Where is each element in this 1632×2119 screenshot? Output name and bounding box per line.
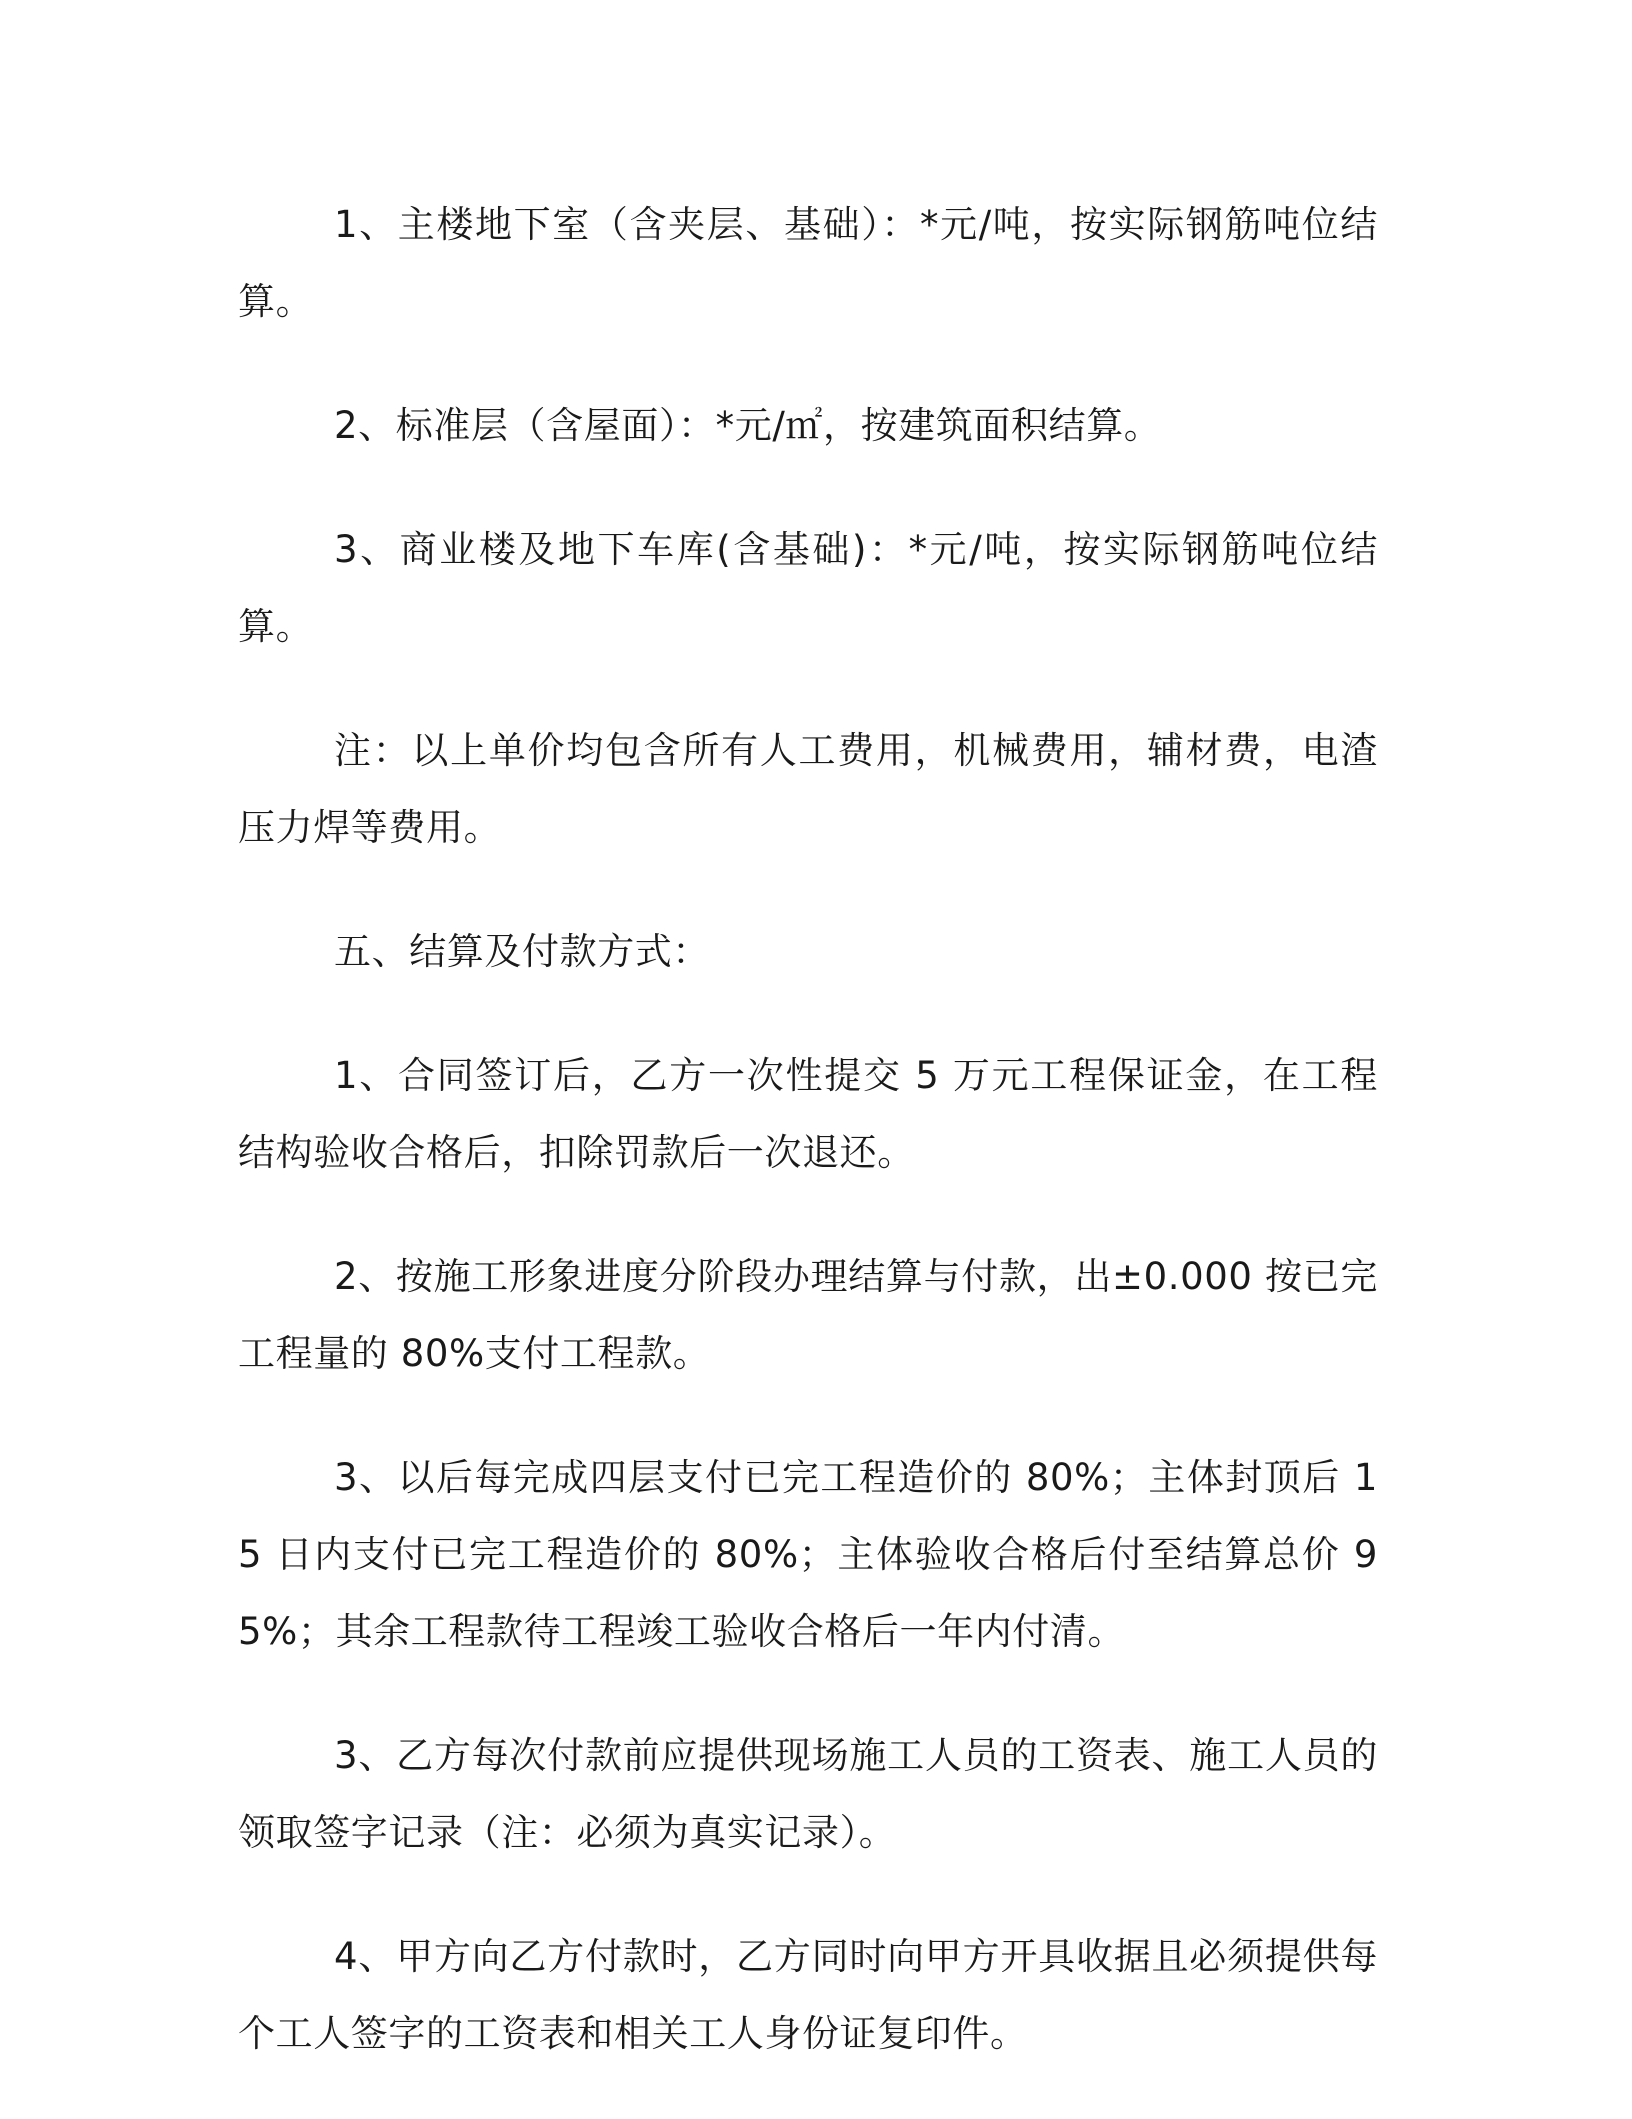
clause-commercial-garage: 3、商业楼及地下车库(含基础)：*元/吨，按实际钢筋吨位结算。 <box>238 528 1378 648</box>
section-heading-settlement: 五、结算及付款方式： <box>334 930 710 973</box>
clause-main-building-basement: 1、主楼地下室（含夹层、基础）：*元/吨，按实际钢筋吨位结算。 <box>238 203 1378 323</box>
clause-deposit: 1、合同签订后，乙方一次性提交 5 万元工程保证金，在工程结构验收合格后，扣除罚款后一次退还。 <box>238 1054 1378 1174</box>
document-body <box>238 186 1378 2119</box>
clause-receipts-id-copies: 4、甲方向乙方付款时，乙方同时向甲方开具收据且必须提供每个工人签字的工资表和相关工人身份证复印件。 <box>238 1935 1378 2055</box>
clause-payment-schedule: 3、以后每完成四层支付已完工程造价的 80%；主体封顶后 15 日内支付已完工程造价的 80%；主体验收合格后付至结算总价 95%；其余工程款待工程竣工验收合格后一年内付清。 <box>238 1456 1378 1653</box>
price-note: 注：以上单价均包含所有人工费用，机械费用，辅材费，电渣压力焊等费用。 <box>238 729 1378 849</box>
clause-standard-floor: 2、标准层（含屋面）：*元/㎡，按建筑面积结算。 <box>334 404 1162 447</box>
clause-payroll-records: 3、乙方每次付款前应提供现场施工人员的工资表、施工人员的领取签字记录（注：必须为真实记录）。 <box>238 1734 1378 1854</box>
clause-staged-payment: 2、按施工形象进度分阶段办理结算与付款，出±0.000 按已完工程量的 80%支付工程款。 <box>238 1255 1378 1375</box>
